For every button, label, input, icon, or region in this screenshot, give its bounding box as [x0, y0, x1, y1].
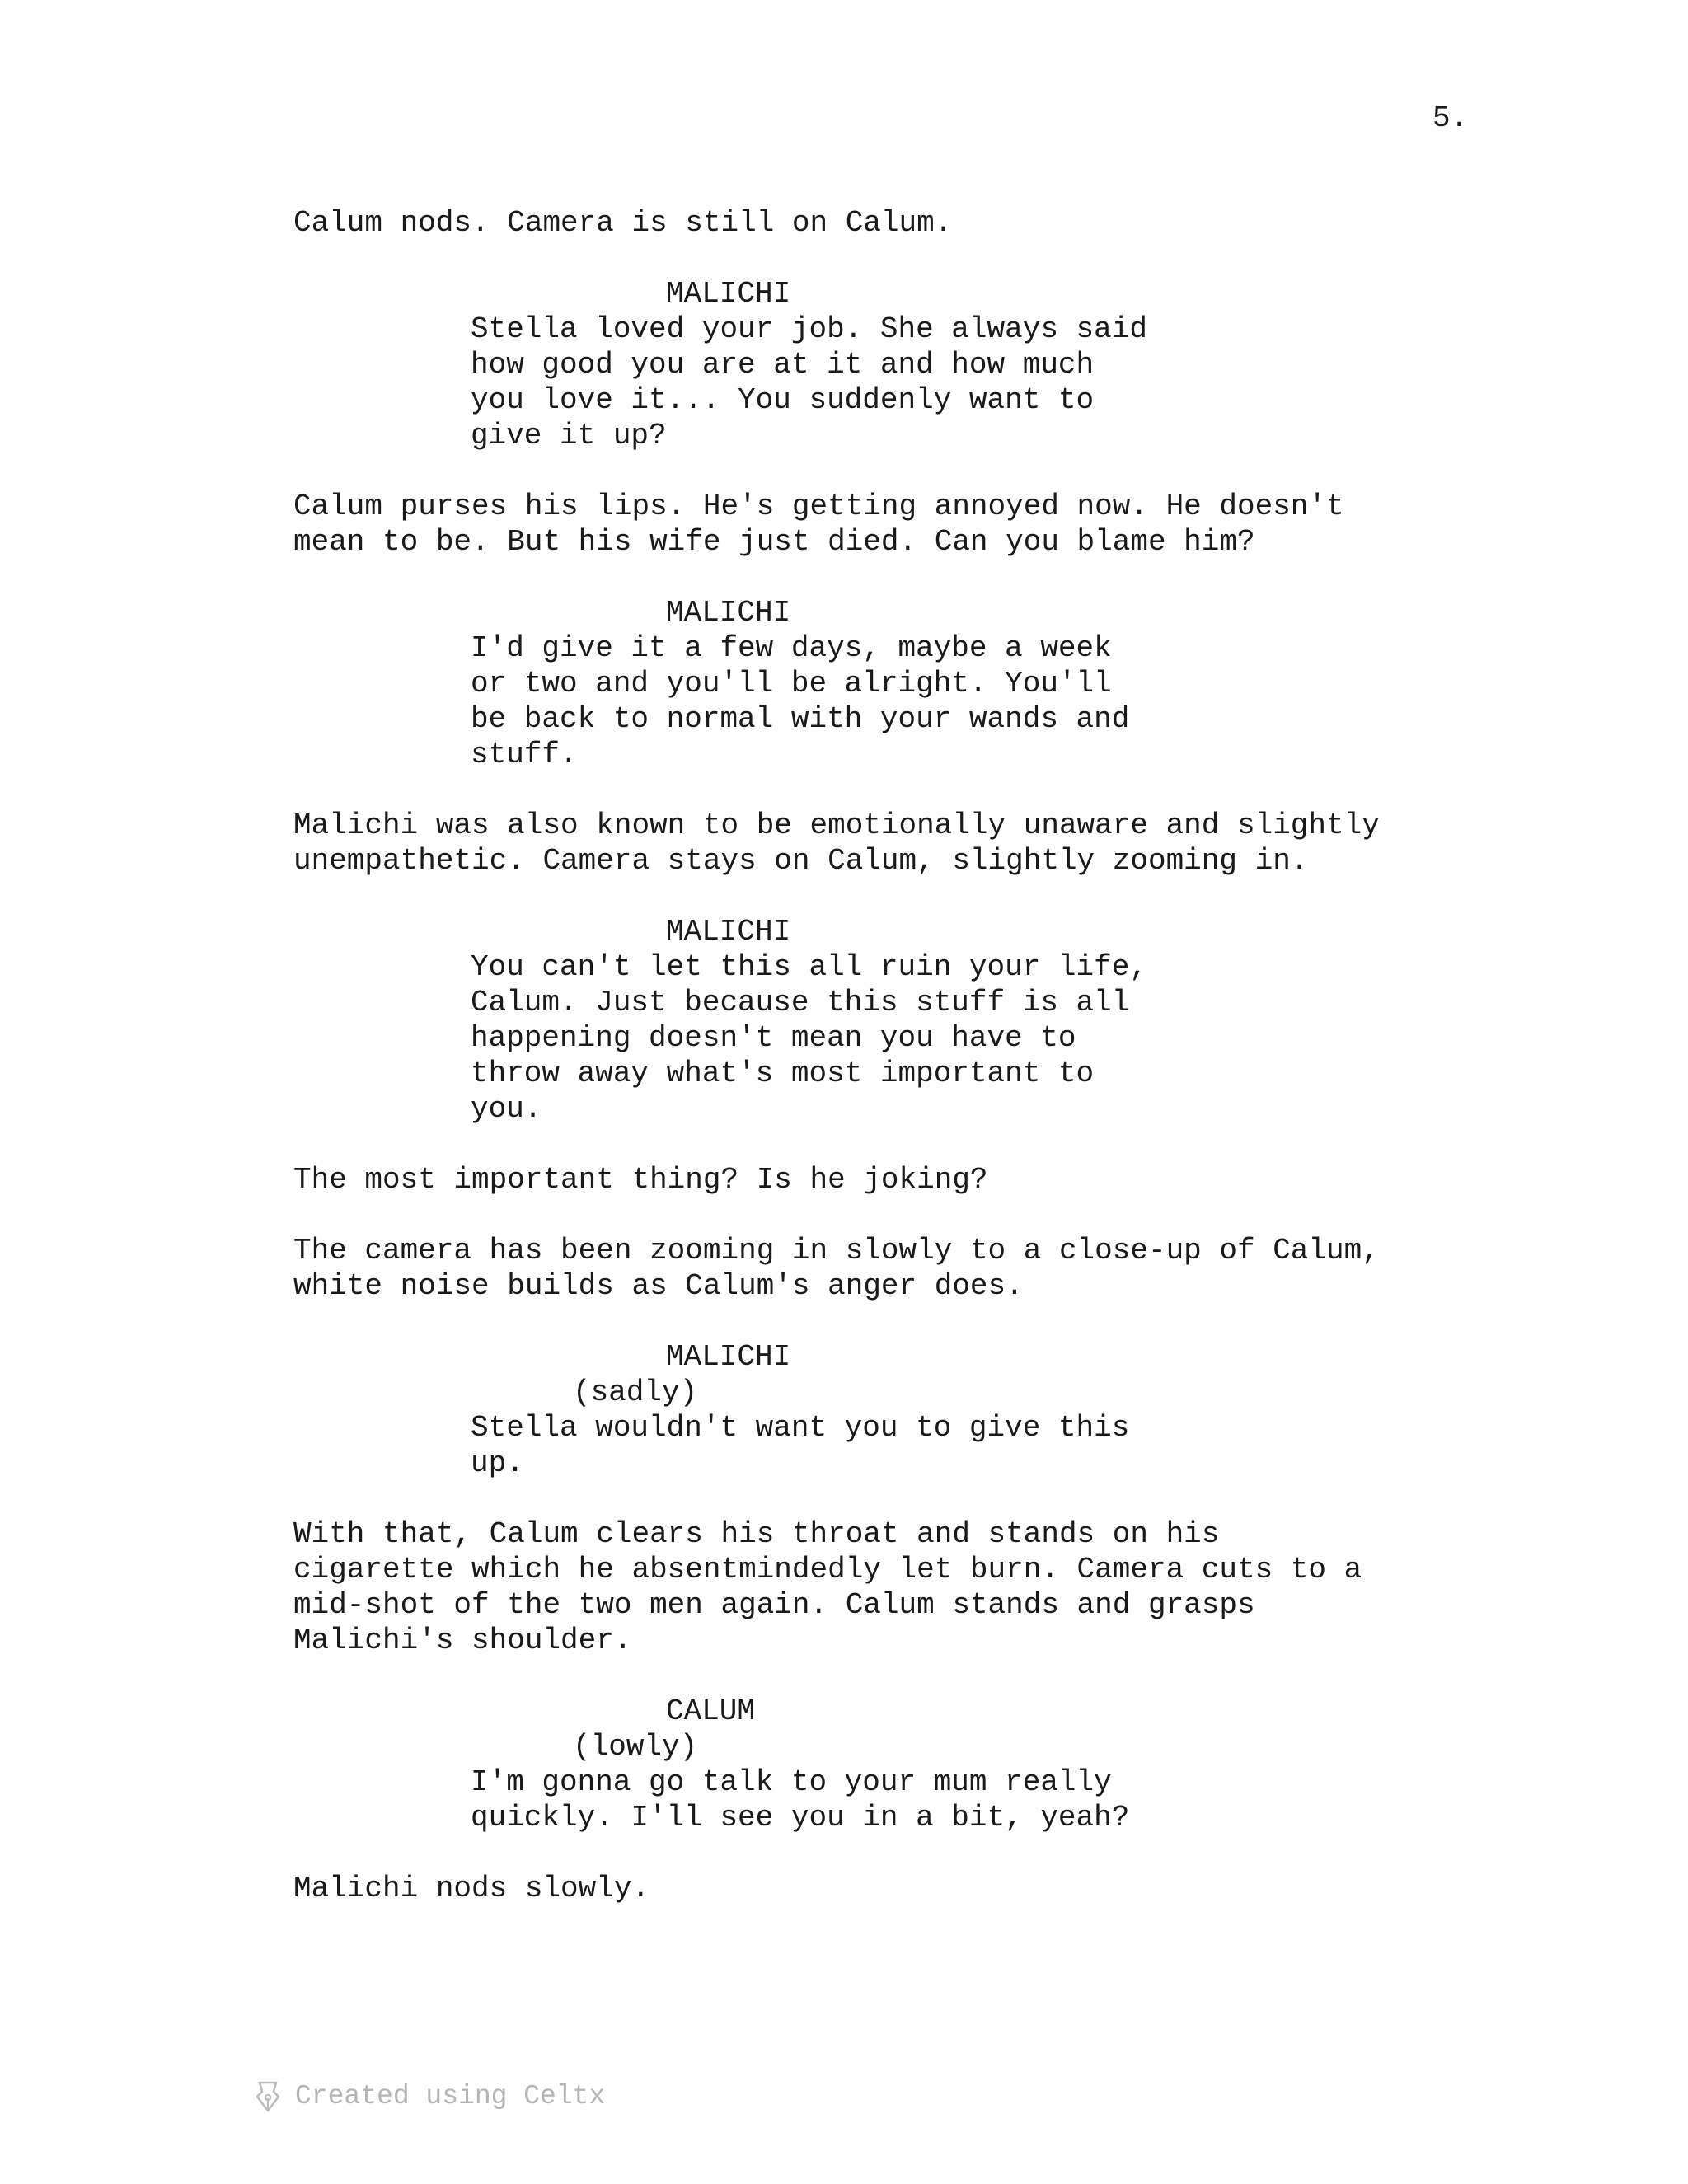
action-line: Calum purses his lips. He's getting annoyed now. He doesn't — [293, 490, 1344, 523]
dialogue-line: how good you are at it and how much — [471, 348, 1095, 382]
dialogue-line: you love it... You suddenly want to — [471, 383, 1095, 417]
action-line: white noise builds as Calum's anger does. — [293, 1269, 1024, 1303]
dialogue-line: stuff. — [471, 738, 578, 771]
action-line: With that, Calum clears his throat and stands on his — [293, 1517, 1220, 1551]
dialogue-line: throw away what's most important to — [471, 1057, 1095, 1090]
action-line: mean to be. But his wife just died. Can you blame him? — [293, 525, 1255, 559]
dialogue-line: I'm gonna go talk to your mum really — [471, 1765, 1112, 1799]
dialogue-line: be back to normal with your wands and — [471, 702, 1130, 736]
dialogue-line: quickly. I'll see you in a bit, yeah? — [471, 1801, 1130, 1835]
action-line: unempathetic. Camera stays on Calum, slightly zooming in. — [293, 844, 1309, 878]
character-line: MALICHI — [666, 277, 791, 311]
action-line: Malichi nods slowly. — [293, 1872, 650, 1905]
footer — [254, 2079, 605, 2114]
dialogue-line: You can't let this all ruin your life, — [471, 950, 1147, 984]
page-number: 5. — [1432, 101, 1469, 135]
dialogue-line: you. — [471, 1092, 542, 1126]
character-line: MALICHI — [666, 915, 791, 949]
footer-credit: Created using Celtx — [295, 2081, 606, 2111]
action-line: The camera has been zooming in slowly to a close-up of Calum, — [293, 1234, 1380, 1268]
dialogue-line: up. — [471, 1446, 524, 1480]
paren-line: (sadly) — [573, 1376, 698, 1409]
dialogue-line: I'd give it a few days, maybe a week — [471, 631, 1112, 665]
action-line: Malichi's shoulder. — [293, 1624, 632, 1657]
character-line: CALUM — [666, 1694, 756, 1728]
action-line: mid-shot of the two men again. Calum stands and grasps — [293, 1588, 1255, 1622]
action-line: Malichi was also known to be emotionally unaware and slightly — [293, 808, 1380, 842]
paren-line: (lowly) — [573, 1730, 698, 1764]
dialogue-line: happening doesn't mean you have to — [471, 1021, 1076, 1055]
pen-nib-icon — [254, 2080, 282, 2113]
character-line: MALICHI — [666, 596, 791, 630]
dialogue-line: Calum. Just because this stuff is all — [471, 986, 1130, 1019]
character-line: MALICHI — [666, 1340, 791, 1374]
dialogue-line: give it up? — [471, 419, 667, 452]
action-line: cigarette which he absentmindedly let burn. Camera cuts to a — [293, 1553, 1362, 1586]
dialogue-line: Stella wouldn't want you to give this — [471, 1411, 1130, 1445]
dialogue-line: Stella loved your job. She always said — [471, 312, 1147, 346]
dialogue-line: or two and you'll be alright. You'll — [471, 667, 1112, 701]
action-line: Calum nods. Camera is still on Calum. — [293, 206, 953, 240]
action-line: The most important thing? Is he joking? — [293, 1163, 988, 1197]
